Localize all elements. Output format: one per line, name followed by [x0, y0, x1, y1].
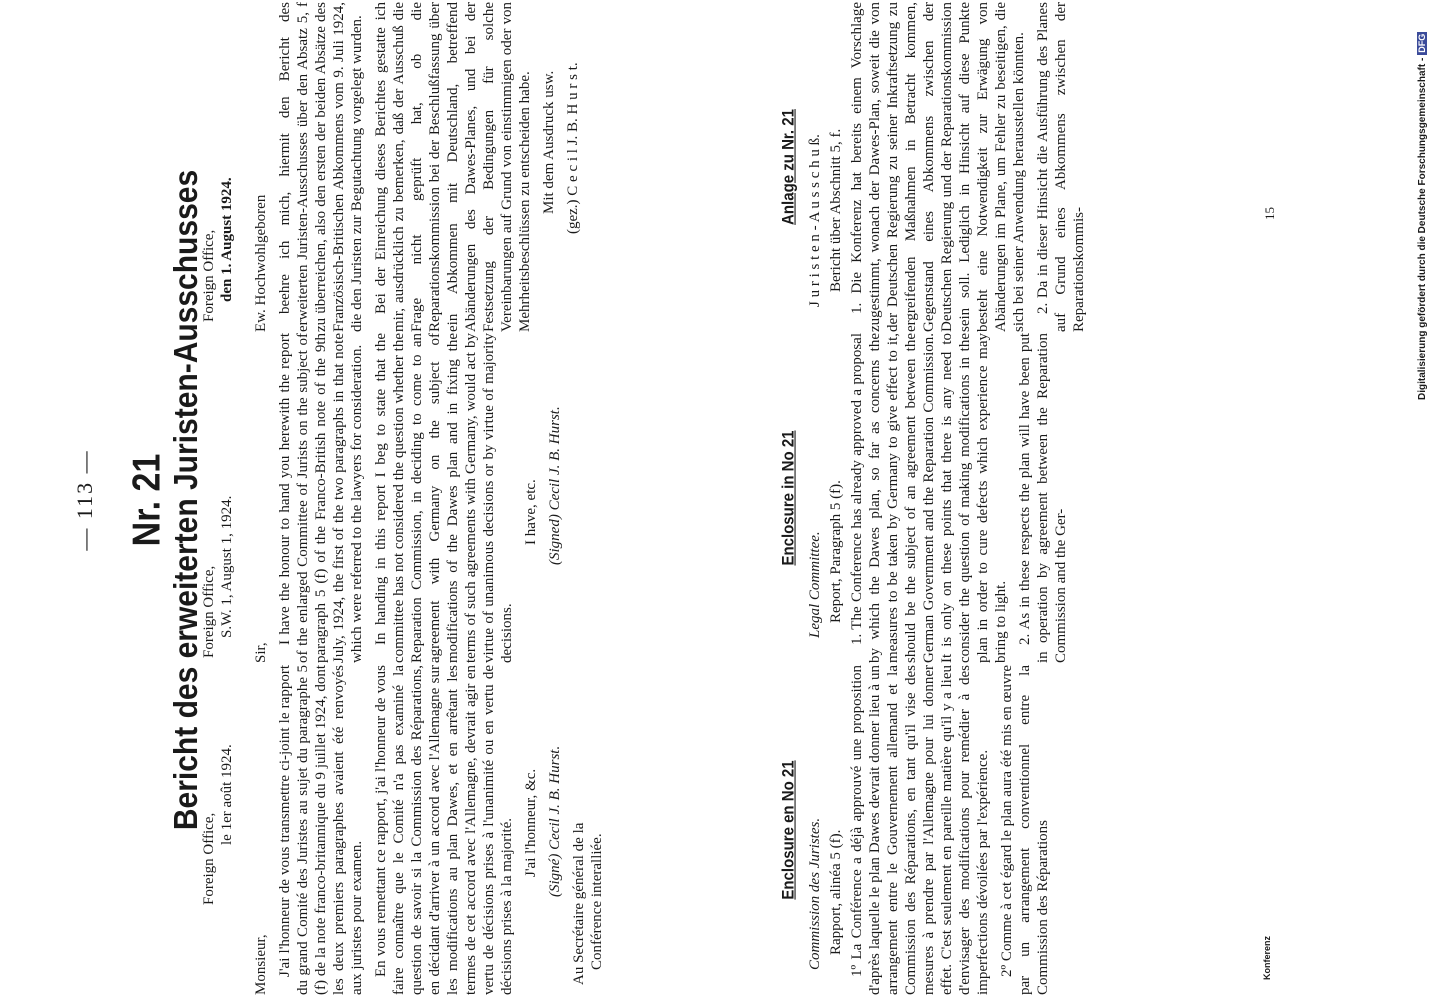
french-date: le 1er août 1924.	[219, 744, 235, 845]
english-date: S.W. 1, August 1, 1924.	[219, 495, 235, 638]
german-date: den 1. August 1924.	[219, 177, 235, 302]
french-office-header	[200, 665, 236, 995]
german-letter	[252, 2, 588, 332]
english-paragraph-2: In handing in this report I beg to state that the committee has not considered the question whether the Reparation Commission, in deciding to come to an agreement with Germany on the subject of modifications of the Dawes plan and in fixing the terms of such agreements with Germany, would act by virtue of unanimous decisions or by virtue of majority decisions.	[373, 333, 515, 663]
english-office-name: Foreign Office,	[201, 565, 217, 658]
german-report-heading: Bericht über Abschnitt 5, f.	[828, 128, 844, 292]
english-office-header	[200, 333, 236, 663]
german-office-header	[200, 2, 236, 332]
english-signature: (Signed) Cecil J. B. Hurst.	[547, 406, 563, 565]
page-number: — 113 —	[72, 449, 97, 551]
german-salutation: Ew. Hochwohlgeboren	[253, 194, 269, 332]
french-enclosure-paragraph-2: 2º Comme à cet égard le plan aura été mis en œuvre par un arrangement conventionnel entre la Commission des Réparations	[999, 665, 1051, 995]
french-paragraph-1: J'ai l'honneur de vous transmettre ci-joint le rapport du grand Comité des Juristes au sujet du paragraphe 5 (f) de la note franco-britannique du 9 juillet 1924, dont les deux premiers paragraphes avaient été renvoyés aux juristes pour examen.	[277, 665, 365, 995]
german-enclosure-paragraph-1: 1. Die Konferenz hat bereits einem Vorschlage zugestimmt, wonach der Dawes-Plan, soweit die von der Deutschen Regierung zu seiner Inkraftsetzung zu ergreifenden Maßnahmen in Betracht kommen, Gegenstand eines Abkommens zwischen der Deutschen Regierung und der Reparationskommission sein soll. Lediglich in Hinsicht auf diese Punkte besteht eine Notwendigkeit zur Erwägung von Abänderungen im Plane, um Fehler zu beseitigen, die sich bei seiner Anwendung herausstellen könnten.	[849, 2, 1027, 332]
english-paragraph-1: I have the honour to hand you herewith the report of the enlarged Committee of Jurists on the subject of paragraph 5 (f) of the Franco-British note of the 9th July, 1924, the first of the two paragraphs in that note which were referred to the lawyers for consideration.	[277, 333, 365, 663]
french-closing: J'ai l'honneur, &c.	[523, 768, 539, 877]
french-address-2: Conférence interalliée.	[589, 833, 605, 970]
french-enclosure-title: Enclosure en No 21	[779, 760, 798, 900]
digitization-note	[1417, 0, 1431, 1000]
french-committee: Commission des Juristes.	[807, 817, 823, 970]
french-office-name: Foreign Office,	[201, 812, 217, 905]
digitization-note-label: Digitalisierung gefördert durch die Deutsche Forschungsgemeinschaft -	[1417, 57, 1428, 400]
french-paragraph-2: En vous remettant ce rapport, j'ai l'honneur de vous faire connaître que le Comité n'a pas examiné la question de savoir si la Commission des Réparations, en décidant d'arriver à un accord avec l'Allemagne sur les modifications au plan Dawes, et en arrêtant les termes de cet accord avec l'Allemagne, devrait agir en vertu de décisions prises à l'unanimité ou en vertu de décisions prises à la majorité.	[373, 665, 515, 995]
german-paragraph-1: beehre ich mich, hiermit den Bericht des erweiterten Juristen-Ausschusses über den Absatz 5, f zu überreichen, also den ersten der beiden Absätze des Französisch-Britischen Abkommens vom 9. Juli 1924, die den Juristen zur Begutachtung vorgelegt wurden.	[277, 2, 365, 332]
french-address-1: Au Secrétaire général de la	[571, 822, 587, 985]
english-letter	[252, 333, 570, 663]
dfg-logo: DFG	[1417, 33, 1427, 53]
german-enclosure-title: Anlage zu Nr. 21	[779, 109, 798, 225]
english-enclosure	[780, 333, 1076, 663]
french-letter	[252, 665, 606, 995]
english-report-heading: Report, Paragraph 5 (f).	[828, 480, 844, 623]
bottom-signature-mark: Konferenz	[1262, 935, 1272, 980]
english-enclosure-title: Enclosure in No 21	[779, 430, 798, 566]
english-salutation: Sir,	[253, 642, 269, 663]
german-closing: Mit dem Ausdruck usw.	[541, 70, 557, 214]
document-title: Bericht des erweiterten Juristen-Ausschusses	[167, 169, 205, 831]
french-salutation: Monsieur,	[253, 934, 269, 995]
french-report-heading: Rapport, alinéa 5 (f).	[828, 829, 844, 955]
french-signature: (Signé) Cecil J. B. Hurst.	[547, 745, 563, 897]
german-committee: J u r i s t e n - A u s s c h u ß.	[807, 134, 823, 307]
digitization-note-text	[1417, 0, 1431, 400]
french-enclosure-paragraph-1: 1º La Conférence a déjà approuvé une proposition d'après laquelle le plan Dawes devrait donner lieu à un arrangement entre le Gouvernement allemand et la Commission des Réparations, en tant qu'il vise des mesures à prendre par l'Allemagne pour lui donner effet. C'est seulement en pareille matière qu'il y a lieu d'envisager des modifications pour remédier à des imperfections dévoilées par l'expérience.	[849, 665, 991, 995]
french-enclosure	[780, 665, 1058, 995]
english-enclosure-paragraph-2: 2. As in these respects the plan will have been put in operation by agreement between the Reparation Commission and the Ger-	[1017, 333, 1069, 663]
german-enclosure	[780, 2, 1094, 332]
german-signature: (gez.) C e c i l J. B. H u r s t.	[565, 62, 581, 234]
german-office-name: Foreign Office,	[201, 229, 217, 322]
english-closing: I have, etc.	[523, 479, 539, 545]
german-paragraph-2: Bei der Einreichung dieses Berichtes gestatte ich mir, ausdrücklich zu bemerken, daß der Ausschuß die Frage nicht geprüft hat, ob die Reparationskommission bei der Beschlußfassung über ein Abkommen mit Deutschland, betreffend Abänderungen des Dawes-Planes, und bei der Festsetzung der Bedingungen für solche Vereinbarungen auf Grund von einstimmigen oder von Mehrheitsbeschlüssen zu entscheiden habe.	[373, 2, 533, 332]
document-number: Nr. 21	[125, 453, 169, 547]
sheet-folio: 15	[1262, 207, 1277, 220]
german-enclosure-paragraph-2: 2. Da in dieser Hinsicht die Ausführung des Planes auf Grund eines Abkommens zwischen der Reparationskommis-	[1035, 2, 1087, 332]
english-enclosure-paragraph-1: 1. The Conference has already approved a proposal by which the Dawes plan, so far as concerns the measures to be taken by Germany to give effect to it, should be the subject of an agreement between the German Government and the Reparation Commission. It is only on these points that there is any need to consider the question of making modifications in the plan in order to cure defects which experience may bring to light.	[849, 333, 1009, 663]
english-committee: Legal Committee.	[807, 531, 823, 638]
